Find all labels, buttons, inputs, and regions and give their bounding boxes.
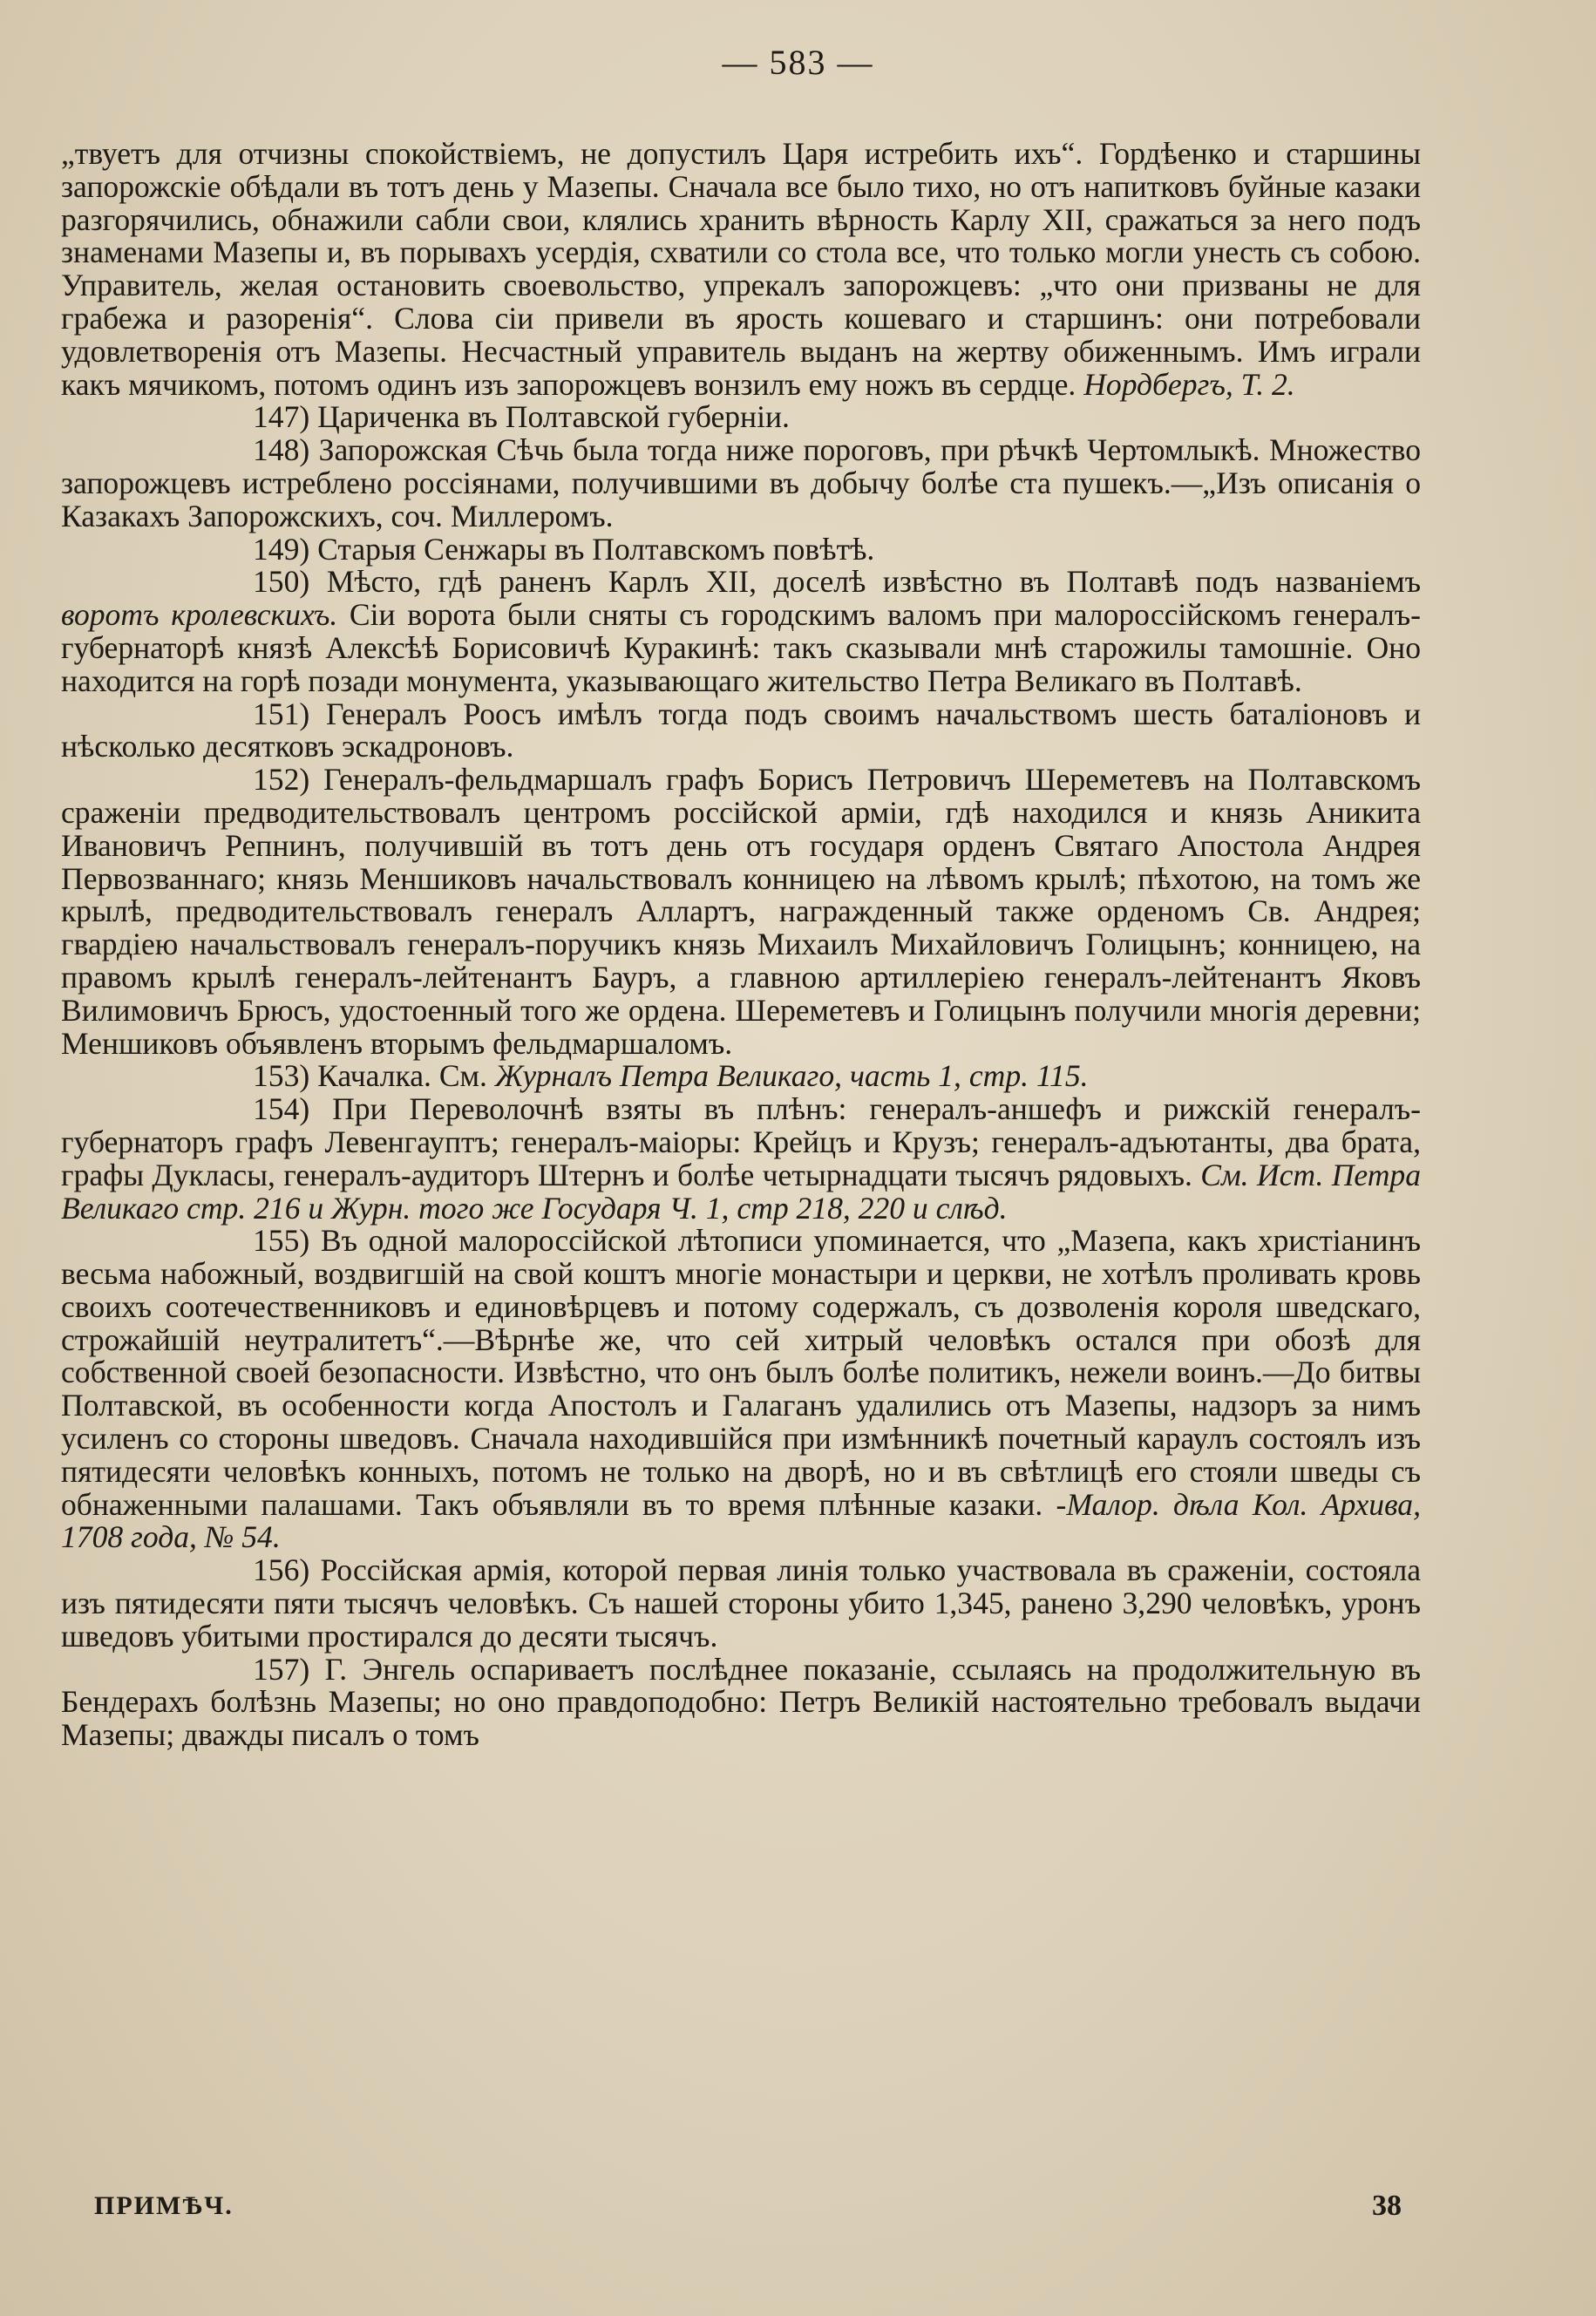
note-148 — [61, 434, 1421, 533]
paragraph-text: „твуетъ для отчизны спокойствіемъ, не допустилъ Царя истребить ихъ“. Гордѣенко и старшины запорожскіе обѣдали въ тотъ день у Мазепы. Сначала все было тихо, но отъ напитковъ буйные казаки разгорячились, обнажили сабли свои, клялись хранить вѣрность Карлу XII, сражаться за него подъ знаменами Мазепы и, въ порывахъ усердія, схватили со стола все, что только могли унесть съ собою. Управитель, желая остановить своевольство, упрекалъ запорожцевъ: „что они призваны не для грабежа и разоренія“. Слова сіи привели въ ярость кошеваго и старшинъ: они потребовали удовлетворенія отъ Мазепы. Несчастный управитель выданъ на жертву обиженнымъ. Имъ играли какъ мячикомъ, потомъ одинъ изъ запорожцевъ вонзилъ ему ножъ въ сердце. — [61, 136, 1421, 402]
paragraph-text: 151) Генералъ Роосъ имѣлъ тогда подъ своимъ начальствомъ шесть баталіоновъ и нѣсколько десятковъ эскадроновъ. — [61, 696, 1421, 764]
paragraph-text: 150) Мѣсто, гдѣ раненъ Карлъ XII, доселѣ извѣстно въ Полтавѣ подъ названіемъ — [253, 564, 1421, 600]
paragraph-text: 154) При Переволочнѣ взяты въ плѣнъ: генералъ-аншефъ и рижскій генералъ-губернаторъ графъ Левенгауптъ; генералъ-маіоры: Крейцъ и Крузъ; генералъ-адъютанты, два брата, графы Дукласы, генералъ-аудиторъ Штернъ и болѣе четырнадцати тысячъ рядовыхъ. — [61, 1091, 1421, 1192]
note-149 — [61, 533, 1421, 567]
citation: См. Ист. Петра Великаго стр. 216 и Журн. того же Государя Ч. 1, стр 218, 220 и слѣд. — [61, 1157, 1421, 1226]
paragraph-text: 147) Цариченка въ Полтавской губерніи. — [253, 399, 790, 435]
paragraph-text: 157) Г. Энгель оспариваетъ послѣднее показаніе, ссылаясь на продолжительную въ Бендерахъ болѣзнь Мазепы; но оно правдоподобно: Петръ Великій настоятельно требовалъ выдачи Мазепы; дважды писалъ о томъ — [61, 1651, 1421, 1753]
note-152 — [61, 764, 1421, 1060]
signature-mark: ПРИМѢЧ. — [94, 2191, 234, 2220]
sheet-number: 38 — [1372, 2190, 1402, 2222]
citation: Журналъ Петра Великаго, часть 1, стр. 115. — [494, 1058, 1089, 1094]
note-147 — [61, 401, 1421, 434]
paragraph-continued — [61, 138, 1421, 401]
paragraph-text-after: Сіи ворота были сняты съ городскимъ валомъ при малороссійскомъ генералъ-губернаторѣ князѣ Алексѣѣ Борисовичѣ Куракинѣ: такъ сказывали мнѣ старожилы тамошніе. Оно находится на горѣ позади монумента, указывающаго жительство Петра Великаго въ Полтавѣ. — [61, 597, 1421, 698]
note-150 — [61, 566, 1421, 697]
paragraph-text: 153) Качалка. См. — [253, 1058, 495, 1094]
citation: Нордбергъ, Т. 2. — [1083, 366, 1295, 402]
paragraph-text: 155) Въ одной малороссійской лѣтописи упоминается, что „Мазепа, какъ христіанинъ весьма набожный, воздвигшій на свой коштъ многіе монастыри и церкви, не хотѣлъ проливать кровь своихъ соотечественниковъ и единовѣрцевъ и потому содержалъ, съ дозволенія короля шведскаго, строжайшій неутралитетъ“.—Вѣрнѣе же, что сей хитрый человѣкъ остался при обозѣ для собственной своей безопасности. Извѣстно, что онъ былъ болѣе политикъ, нежели воинъ.—До битвы Полтавской, въ особенности когда Апостолъ и Галаганъ удалились отъ Мазепы, надзоръ за нимъ усиленъ со стороны шведовъ. Сначала находившійся при измѣнникѣ почетный караулъ состоялъ изъ пятидесяти человѣкъ конныхъ, потомъ не только на дворѣ, но и въ свѣтлицѣ его стояли шведы съ обнаженными палашами. Такъ объявляли въ то время плѣнные казаки. - — [61, 1223, 1421, 1522]
italic-term: воротъ кролевскихъ. — [61, 597, 338, 633]
page-number: — 583 — — [722, 43, 874, 82]
paragraph-text: 148) Запорожская Сѣчь была тогда ниже пороговъ, при рѣчкѣ Чертомлыкѣ. Множество запорожцевъ истреблено россіянами, получившими въ добычу болѣе ста пушекъ.—„Изъ описанія о Казакахъ Запорожскихъ, соч. Миллеромъ. — [61, 432, 1421, 533]
note-156 — [61, 1554, 1421, 1653]
note-155 — [61, 1225, 1421, 1554]
notes-body — [61, 138, 1421, 1752]
paragraph-text: 156) Россійская армія, которой первая линія только участвовала въ сраженіи, состояла изъ пятидесяти пяти тысячъ человѣкъ. Съ нашей стороны убито 1,345, ранено 3,290 человѣкъ, уронъ шведовъ убитыми простирался до десяти тысячъ. — [61, 1552, 1421, 1654]
note-153 — [61, 1060, 1421, 1093]
note-157 — [61, 1651, 1421, 1753]
citation: Малор. дѣла Кол. Архива, 1708 года, № 54. — [61, 1486, 1421, 1555]
note-154 — [61, 1093, 1421, 1225]
note-151 — [61, 698, 1421, 764]
paragraph-text: 152) Генералъ-фельдмаршалъ графъ Борисъ Петровичъ Шереметевъ на Полтавскомъ сраженіи предводительствовалъ центромъ россійской арміи, гдѣ находился и князь Аникита Ивановичъ Репнинъ, получившій въ тотъ день отъ государя орденъ Святаго Апостола Андрея Первозваннаго; князь Меншиковъ начальствовалъ конницею на лѣвомъ крылѣ; пѣхотою, на томъ же крылѣ, предводительствовалъ генералъ Аллартъ, награжденный также орденомъ Св. Андрея; гвардіею начальствовалъ генералъ-поручикъ князь Михаилъ Михайловичъ Голицынъ; конницею, на правомъ крылѣ генералъ-лейтенантъ Бауръ, а главною артиллеріею генералъ-лейтенантъ Яковъ Вилимовичъ Брюсъ, удостоенный того же ордена. Шереметевъ и Голицынъ получили многія деревни; Меншиковъ объявленъ вторымъ фельдмаршаломъ. — [61, 762, 1421, 1061]
paragraph-text: 149) Старыя Сенжары въ Полтавскомъ повѣтѣ. — [253, 531, 875, 567]
